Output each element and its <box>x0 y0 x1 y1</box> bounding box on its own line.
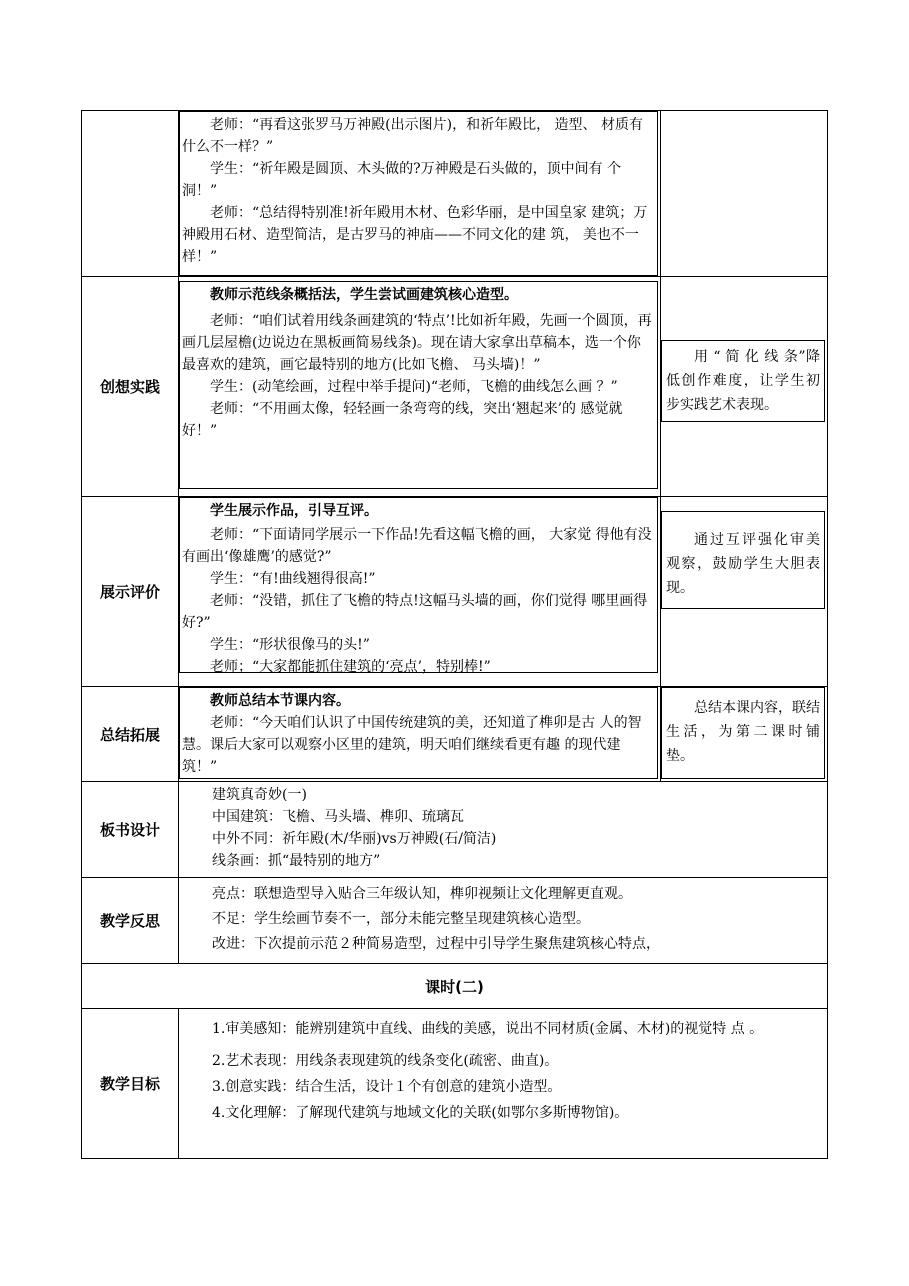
row-label-board: 板书设计 <box>82 782 179 878</box>
evaluate-heading: 学生展示作品，引导互评。 <box>210 503 378 519</box>
dialogue-line: 老师：“今天咱们认识了中国传统建筑的美，还知道了榫卯是古 人的智慧。课后大家可以观察小区里的建筑，明天咱们继续看更有趣 的现代建筑！” <box>182 715 642 775</box>
reflection-line: 不足：学生绘画节奏不一，部分未能完整呈现建筑核心造型。 <box>212 911 590 927</box>
reflection-content-cell <box>179 878 828 964</box>
goals-content-cell <box>179 1009 828 1159</box>
session2-title: 课时(二) <box>82 964 828 1009</box>
row-label-practice: 创想实践 <box>82 277 179 497</box>
board-line: 中国建筑：飞檐、马头墙、榫卯、琉璃瓦 <box>212 809 464 825</box>
dialogue-line: 老师：“没错，抓住了飞檐的特点!这幅马头墙的画，你们觉得 哪里画得好?” <box>182 593 648 631</box>
row-label-goals: 教学目标 <box>82 1009 179 1159</box>
practice-content-cell <box>179 277 661 497</box>
goal-line: 2.艺术表现：用线条表现建筑的线条变化(疏密、曲直)。 <box>212 1053 559 1069</box>
row-practice <box>82 277 828 497</box>
practice-note: 用 “ 简 化 线 条”降 低创作难度，让学生初 步实践艺术表现。 <box>666 348 820 413</box>
evaluate-note: 通过互评强化审美 观察，鼓励学生大胆表 现。 <box>666 532 820 596</box>
evaluate-content-cell <box>179 497 661 687</box>
row-evaluate <box>82 497 828 687</box>
evaluate-note-cell <box>661 497 828 687</box>
board-line: 建筑真奇妙(一) <box>212 787 307 803</box>
row-goals <box>82 1009 828 1159</box>
summary-note-cell <box>661 687 828 782</box>
goal-line: 3.创意实践：结合生活，设计１个有创意的建筑小造型。 <box>212 1079 562 1095</box>
row-label-reflection: 教学反思 <box>82 878 179 964</box>
row-label-summary: 总结拓展 <box>82 687 179 782</box>
dialogue-line: 老师：“不用画太像，轻轻画一条弯弯的线，突出‘翘起来’的 感觉就好！” <box>182 401 623 439</box>
row-board <box>82 782 828 878</box>
row-label-evaluate: 展示评价 <box>82 497 179 687</box>
dialogue-line: 学生：“形状很像马的头!” <box>210 637 370 653</box>
practice-note-cell <box>661 277 828 497</box>
intro-note-cell <box>661 111 828 277</box>
dialogue-line: 老师：“再看这张罗马万神殿(出示图片)，和祈年殿比， 造型、 材质有什么不一样？” <box>182 117 643 155</box>
reflection-line: 改进：下次提前示范２种简易造型，过程中引导学生聚焦建筑核心特点， <box>212 936 660 952</box>
board-line: 中外不同：祈年殿(木/华丽)vs万神殿(石/简洁) <box>212 831 497 847</box>
dialogue-line: 学生：(动笔绘画，过程中举手提问)“老师，飞檐的曲线怎么画 ？” <box>210 379 618 395</box>
dialogue-line: 学生：“祈年殿是圆顶、木头做的?万神殿是石头做的，顶中间有 个洞！” <box>182 161 622 199</box>
reflection-line: 亮点：联想造型导入贴合三年级认知，榫卯视频让文化理解更直观。 <box>212 886 632 902</box>
lesson-plan-page <box>81 110 827 1159</box>
practice-heading: 教师示范线条概括法，学生尝试画建筑核心造型。 <box>210 287 518 303</box>
row-reflection <box>82 878 828 964</box>
goal-line: 1.审美感知：能辨别建筑中直线、曲线的美感，说出不同材质(金属、木材)的视觉特 点 。 <box>212 1021 764 1037</box>
summary-note: 总结本课内容，联结生活，为第二课时铺 垫。 <box>666 700 820 764</box>
row-label-empty <box>82 111 179 277</box>
row-session2 <box>82 964 828 1009</box>
intro-dialogue-cell <box>179 111 661 277</box>
dialogue-line: 老师：“咱们试着用线条画建筑的‘特点’!比如祈年殿，先画一个圆顶，再画几层屋檐(边说边在黑板画简易线条)。现在请大家拿出草稿本，选一个你最喜欢的建筑，画它最特别的地方(比如飞檐、 马头墙)！” <box>182 313 652 373</box>
row-summary <box>82 687 828 782</box>
dialogue-line: 老师：“下面请同学展示一下作品!先看这幅飞檐的画， 大家觉 得他有没有画出‘像雄鹰’的感觉?” <box>182 527 652 565</box>
goal-line: 4.文化理解：了解现代建筑与地域文化的关联(如鄂尔多斯博物馆)。 <box>212 1105 629 1121</box>
lesson-plan-table <box>81 110 828 1159</box>
row-intro-dialogue <box>82 111 828 277</box>
board-line: 线条画：抓“最特别的地方” <box>212 853 381 869</box>
board-content-cell <box>179 782 828 878</box>
dialogue-line: 学生：“有!曲线翘得很高!” <box>210 571 376 587</box>
dialogue-line: 老师：“总结得特别准!祈年殿用木材、色彩华丽，是中国皇家 建筑；万神殿用石材、造型简洁，是古罗马的神庙——不同文化的建 筑， 美也不一样！” <box>182 205 648 265</box>
dialogue-line: 老师；“大家都能抓住建筑的‘亮点’，特别棒!” <box>210 659 491 675</box>
summary-content-cell <box>179 687 661 782</box>
summary-heading: 教师总结本节课内容。 <box>210 693 350 709</box>
